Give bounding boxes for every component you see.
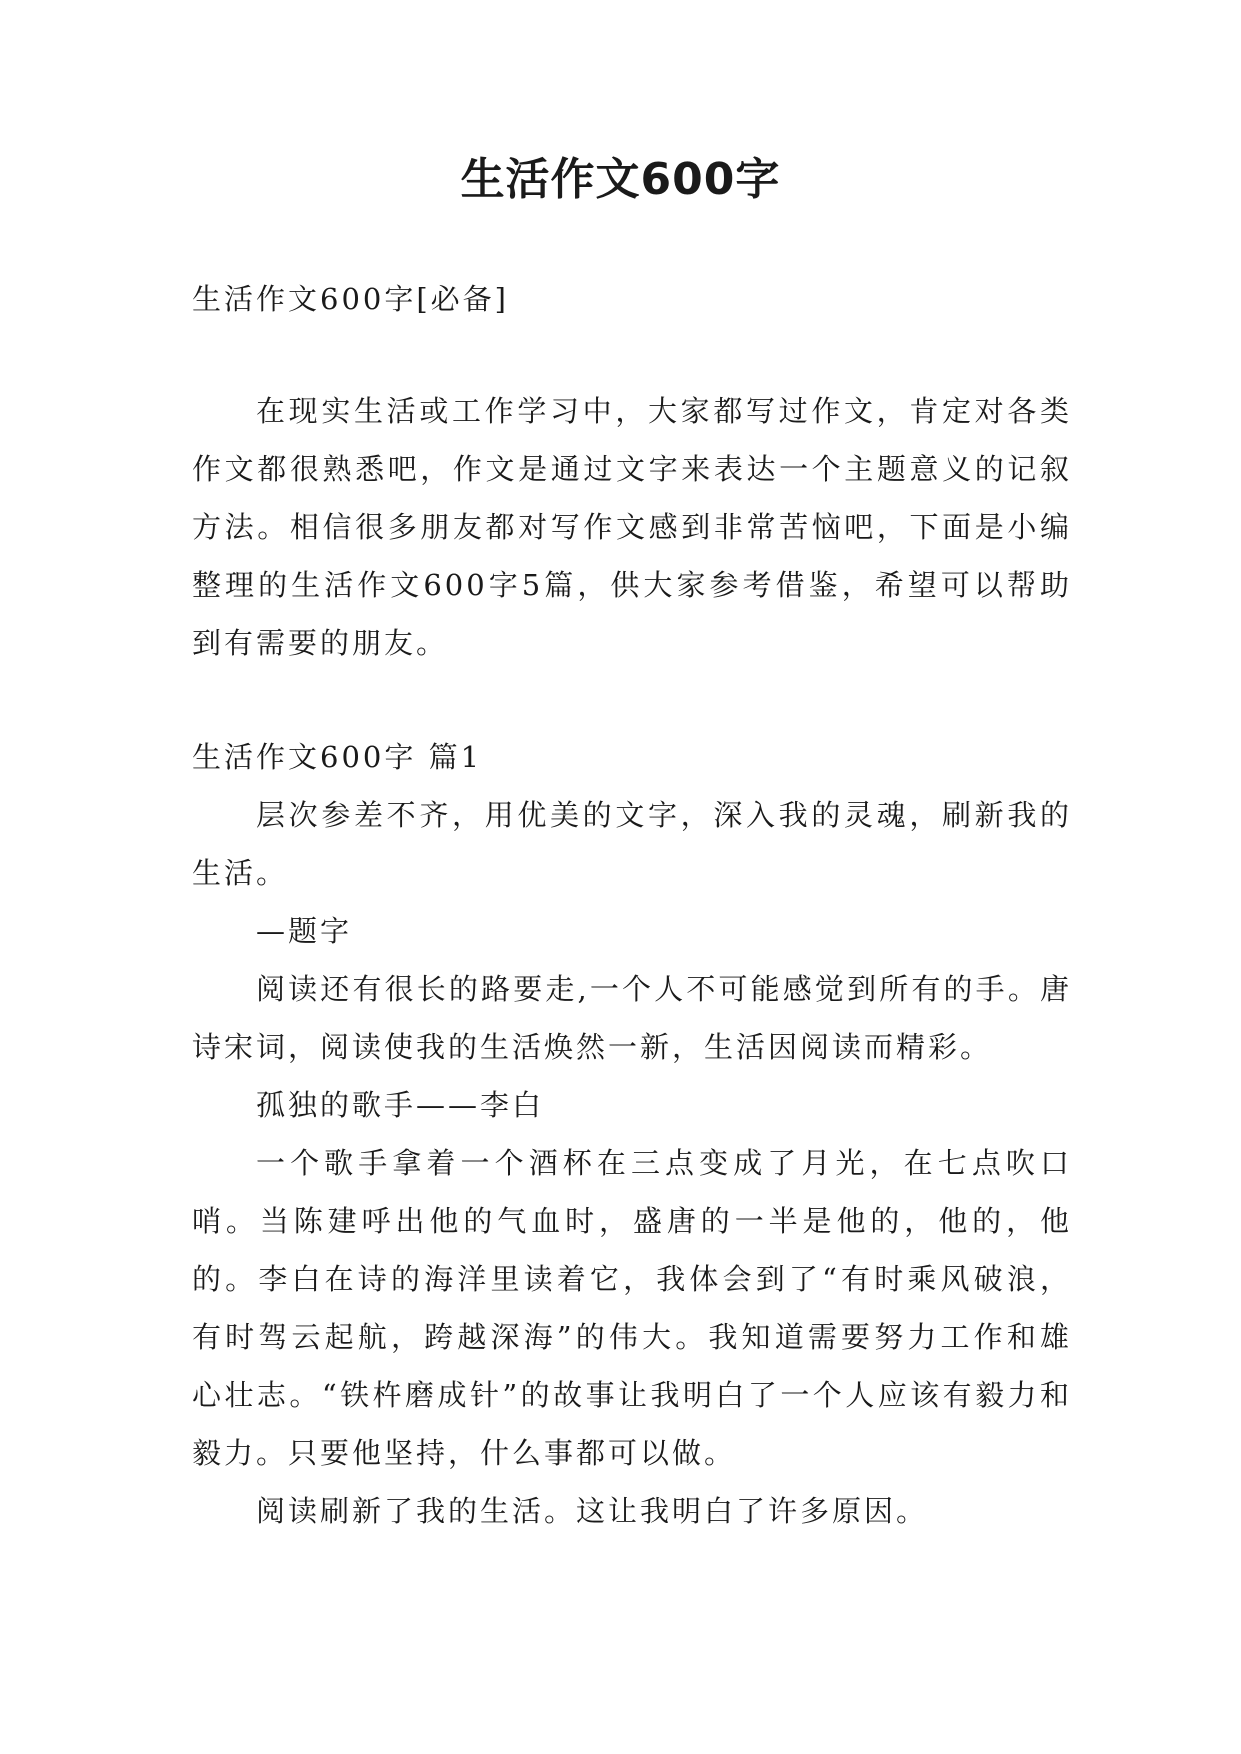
subheading-li-bai: 孤独的歌手——李白 [256,1088,545,1122]
body-paragraph: 阅读刷新了我的生活。这让我明白了许多原因。 [256,1494,929,1528]
intro-paragraph: 在现实生活或工作学习中，大家都写过作文，肯定对各类作文都很熟悉吧，作文是通过文字来表达一个主题意义的记叙方法。相信很多朋友都对写作文感到非常苦恼吧，下面是小编整理的生活作文600字5篇，供大家参考借鉴，希望可以帮助到有需要的朋友。 [192,394,1072,660]
section-heading: 生活作文600字 篇1 [192,740,483,774]
body-paragraph: 阅读还有很长的路要走,一个人不可能感觉到所有的手。唐诗宋词，阅读使我的生活焕然一新，生活因阅读而精彩。 [192,972,1072,1064]
document-subtitle: 生活作文600字[必备] [192,282,509,316]
body-paragraph: 一个歌手拿着一个酒杯在三点变成了月光，在七点吹口哨。当陈建呼出他的气血时，盛唐的一半是他的，他的，他的。李白在诗的海洋里读着它，我体会到了“有时乘风破浪，有时驾云起航，跨越深海”的伟大。我知道需要努力工作和雄心壮志。“铁杵磨成针”的故事让我明白了一个人应该有毅力和毅力。只要他坚持，什么事都可以做。 [192,1146,1072,1470]
document-title: 生活作文600字 [460,154,781,205]
body-paragraph: 层次参差不齐，用优美的文字，深入我的灵魂，刷新我的生活。 [192,798,1072,890]
epigraph-label: —题字 [256,914,353,948]
document-body [192,270,1072,1540]
